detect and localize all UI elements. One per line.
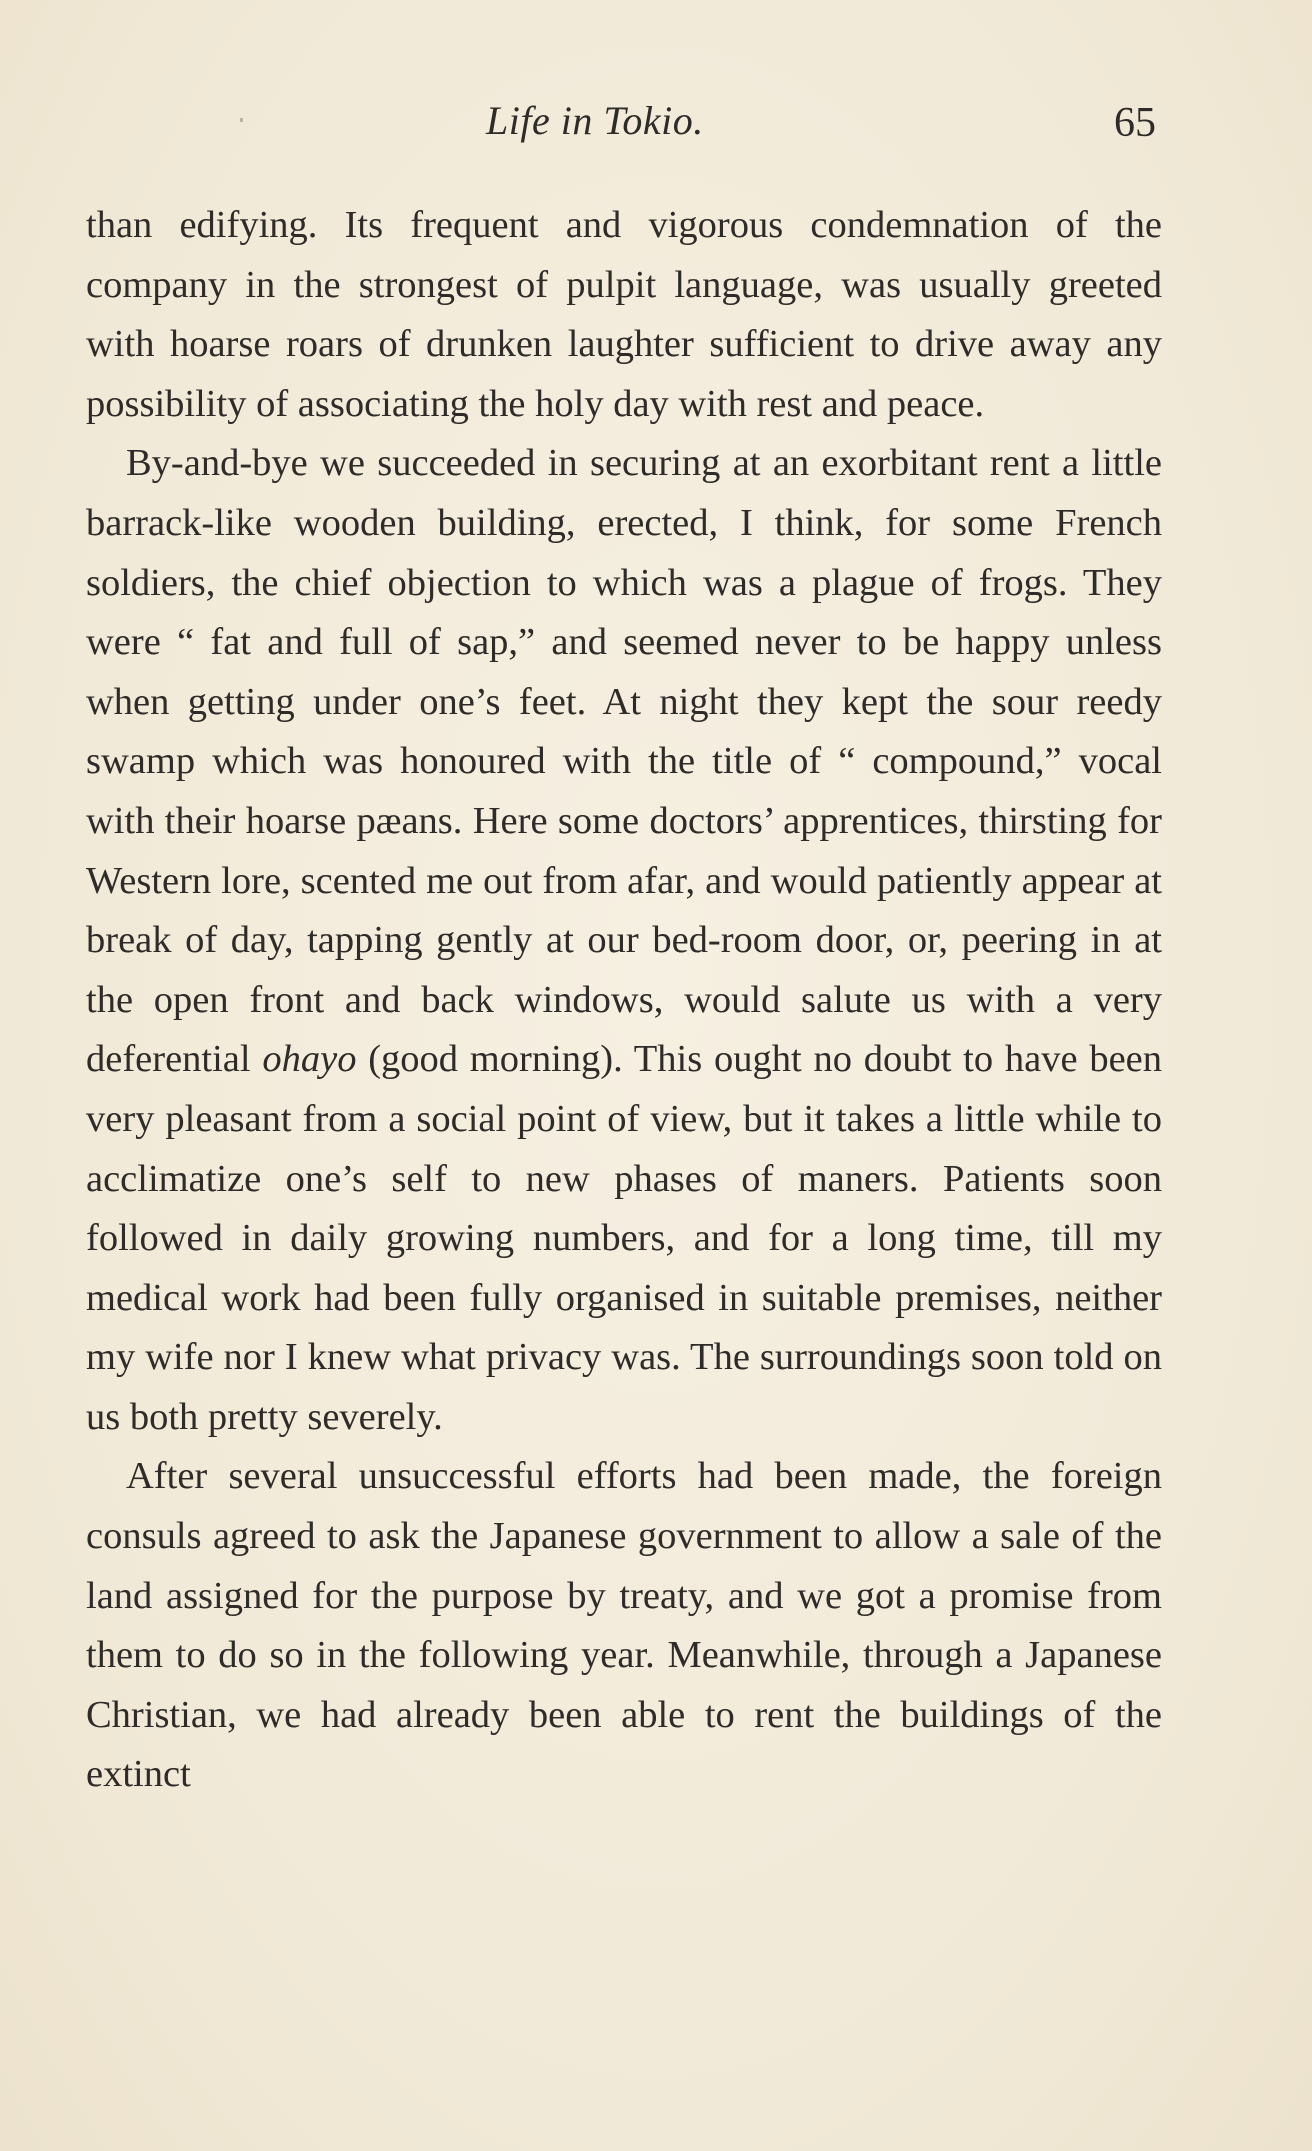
running-header xyxy=(0,96,1312,156)
paragraph-2-text: By-and-bye we succeeded in securing at an exorbitant rent a little barrack-like wooden building, erected, I think, for some French soldiers, the chief objection to which was a plague of frogs. They were “ fat and full of sap,” and seemed never to be happy unless when getting under one’s feet. At night they kept the sour reedy swamp which was honoured with the title of “ compound,” vocal with their hoarse pæans. Here some doctors’ apprentices, thirsting for Western lore, scented me out from afar, and would patiently appear at break of day, tapping gently at our bed-room door, or, peering in at the open front and back windows, would salute us with a very deferential xyxy=(86,442,1162,1081)
paragraph-1-text: than edifying. Its frequent and vigorous condemnation of the company in the strongest of pulpit language, was usually greeted with hoarse roars of drunken laughter sufficient to drive away any possibility of associating the holy day with rest and peace. xyxy=(86,204,1162,425)
paragraph-2-text-continued: (good morning). This ought no doubt to have been very pleasant from a social point of view, but it takes a little while to acclimatize one’s self to new phases of maners. Patients soon followed in daily growing numbers, and for a long time, till my medical work had been fully organised in suitable premises, neither my wife nor I knew what privacy was. The surroundings soon told on us both pretty severely. xyxy=(86,1038,1162,1438)
paragraph-3 xyxy=(86,1447,1162,1805)
paragraph-2 xyxy=(86,434,1162,1447)
italic-word-ohayo: ohayo xyxy=(262,1038,357,1081)
body-text xyxy=(86,196,1162,1805)
running-title: Life in Tokio. xyxy=(486,98,704,143)
paragraph-1 xyxy=(86,196,1162,434)
paragraph-3-text: After several unsuccessful efforts had been made, the foreign consuls agreed to ask the Japanese government to allow a sale of the land assigned for the purpose by treaty, and we got a promise from them to do so in the following year. Meanwhile, through a Japanese Christian, we had already been able to rent the buildings of the extinct xyxy=(86,1455,1162,1796)
page-number: 65 xyxy=(1114,100,1156,146)
